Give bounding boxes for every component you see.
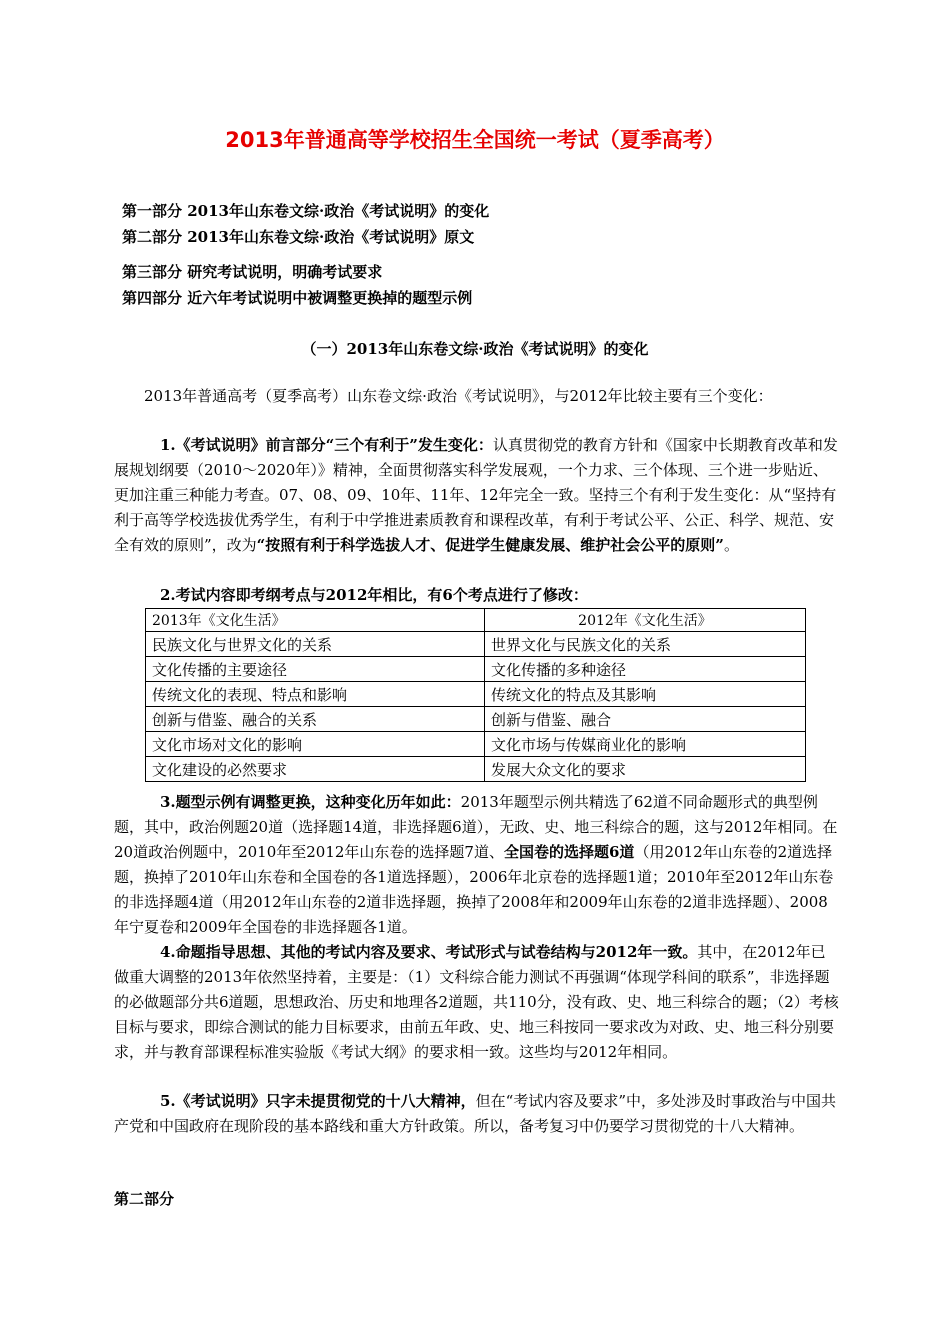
paragraph-1-end: 。	[723, 536, 739, 554]
table-cell: 传统文化的特点及其影响	[485, 682, 806, 707]
document-title: 2013年普通高等学校招生全国统一考试（夏季高考）	[225, 128, 725, 152]
table-row	[146, 707, 806, 732]
intro-paragraph: 2013年普通高考（夏季高考）山东卷文综·政治《考试说明》，与2012年比较主要有三个变化：	[144, 387, 773, 405]
comparison-table	[145, 608, 806, 782]
paragraph-3-lead: 3.题型示例有调整更换，这种变化历年如此：	[160, 793, 461, 811]
table-row	[146, 682, 806, 707]
table-cell: 文化市场与传媒商业化的影响	[485, 732, 806, 757]
toc-item-1: 第一部分 2013年山东卷文综·政治《考试说明》的变化	[122, 202, 490, 220]
paragraph-4-body: 其中，在2012年已做重大调整的2013年依然坚持着，主要是：（1）文科综合能力测试不再强调“体现学科间的联系”，非选择题的必做题部分共6道题，思想政治、历史和地理各2道题，共110分，没有政、史、地三科综合的题；（2）考核目标与要求，即综合测试的能力目标要求，由前五年政、史、地三科按同一要求改为对政、史、地三科分别要求，并与教育部课程标准实验版《考试大纲》的要求相一致。这些均与2012年相同。	[114, 943, 839, 1061]
paragraph-2-heading: 2.考试内容即考纲考点与2012年相比，有6个考点进行了修改：	[160, 586, 588, 604]
part-2-heading: 第二部分	[114, 1190, 175, 1208]
table-cell: 文化传播的主要途径	[146, 657, 485, 682]
table-row	[146, 732, 806, 757]
paragraph-3-body-1: 2013年题型示例共精选了62道不同命题形式的典型例题，其中，政治例题20道（选择题14道，非选择题6道），无政、史、地三科综合的题，这与2012年相同。在20道政治例题中，2010年至2012年山东卷的选择题7道、	[114, 793, 838, 861]
paragraph-5	[114, 1089, 840, 1139]
paragraph-5-body: 但在“考试内容及要求”中，多处涉及时事政治与中国共产党和中国政府在现阶段的基本路线和重大方针政策。所以，备考复习中仍要学习贯彻党的十八大精神。	[114, 1092, 837, 1135]
table-cell: 文化市场对文化的影响	[146, 732, 485, 757]
paragraph-4-lead: 4.命题指导思想、其他的考试内容及要求、考试形式与试卷结构与2012年一致。	[160, 943, 698, 961]
table-header-row	[146, 609, 806, 632]
paragraph-1	[114, 433, 840, 558]
toc-item-4: 第四部分 近六年考试说明中被调整更换掉的题型示例	[122, 289, 473, 307]
section-heading: （一）2013年山东卷文综·政治《考试说明》的变化	[301, 340, 649, 358]
table-cell: 发展大众文化的要求	[485, 757, 806, 782]
paragraph-4	[114, 940, 840, 1065]
toc-item-2: 第二部分 2013年山东卷文综·政治《考试说明》原文	[122, 228, 475, 246]
table-header-2013: 2013年《文化生活》	[146, 609, 485, 632]
toc-item-3: 第三部分 研究考试说明，明确考试要求	[122, 263, 383, 281]
table-cell: 世界文化与民族文化的关系	[485, 632, 806, 657]
table-row	[146, 632, 806, 657]
paragraph-1-lead: 1.《考试说明》前言部分“三个有利于”发生变化：	[160, 436, 493, 454]
table-cell: 创新与借鉴、融合的关系	[146, 707, 485, 732]
paragraph-1-body: 认真贯彻党的教育方针和《国家中长期教育改革和发展规划纲要（2010～2020年）》精神，全面贯彻落实科学发展观，一个力求、三个体现、三个进一步贴近、更加注重三种能力考查。07、08、09、10年、11年、12年完全一致。坚持三个有利于发生变化：从“坚持有利于高等学校选拔优秀学生，有利于中学推进素质教育和课程改革，有利于考试公平、公正、科学、规范、安全有效的原则”，改为	[114, 436, 838, 554]
table-header-2012: 2012年《文化生活》	[485, 609, 806, 632]
table-cell: 传统文化的表现、特点和影响	[146, 682, 485, 707]
table-cell: 文化传播的多种途径	[485, 657, 806, 682]
paragraph-3-body-2: （用2012年山东卷的2道选择题，换掉了2010年山东卷和全国卷的各1道选择题），2006年北京卷的选择题1道；2010年至2012年山东卷的非选择题4道（用2012年山东卷的2道非选择题，换掉了2008年和2009年山东卷的2道非选择题）、2008年宁夏卷和2009年全国卷的非选择题各1道。	[114, 843, 834, 936]
table-row	[146, 757, 806, 782]
paragraph-3	[114, 790, 840, 940]
table-cell: 创新与借鉴、融合	[485, 707, 806, 732]
table-cell: 文化建设的必然要求	[146, 757, 485, 782]
paragraph-1-emphasis: “按照有利于科学选拔人才、促进学生健康发展、维护社会公平的原则”	[256, 536, 724, 554]
paragraph-3-emphasis: 全国卷的选择题6道	[503, 843, 635, 861]
table-row	[146, 657, 806, 682]
table-cell: 民族文化与世界文化的关系	[146, 632, 485, 657]
paragraph-5-lead: 5.《考试说明》只字未提贯彻党的十八大精神，	[160, 1092, 476, 1110]
